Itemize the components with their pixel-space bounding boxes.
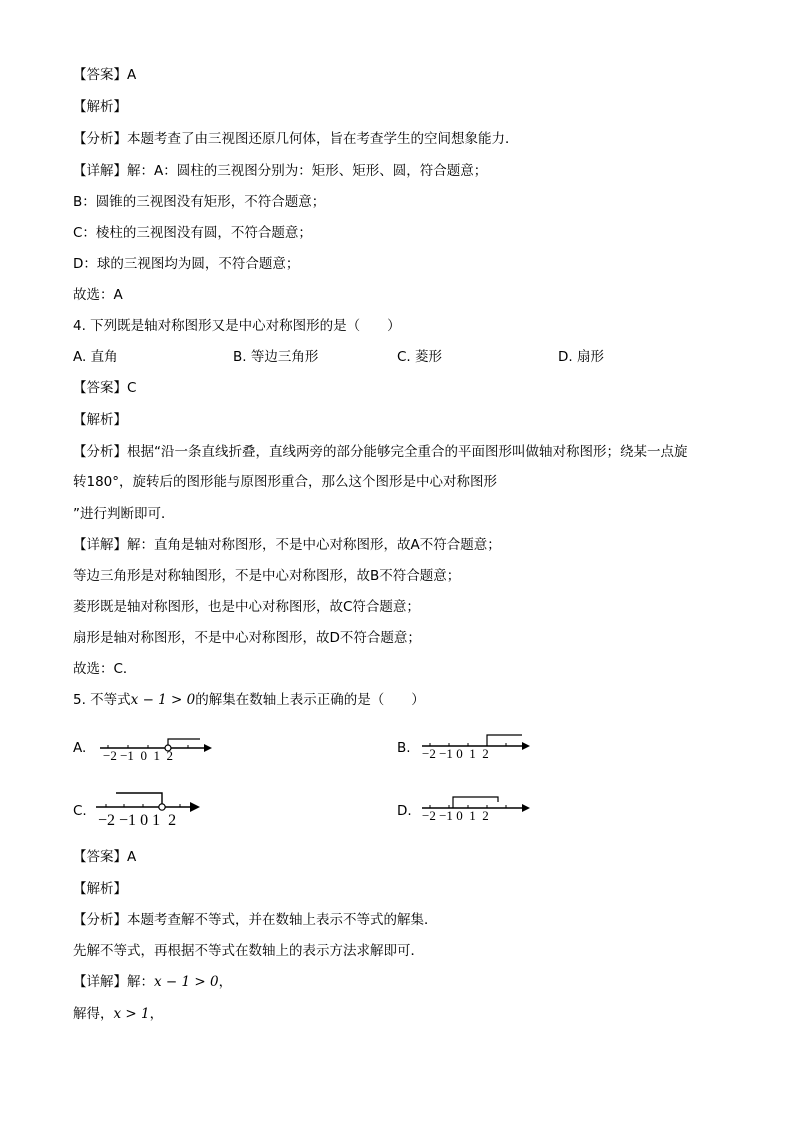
q4-stem: 4. 下列既是轴对称图形又是中心对称图形的是（ ） — [73, 318, 401, 334]
q5-solve-prefix: 解得， — [73, 1006, 114, 1022]
q4-detail-4: 扇形是轴对称图形，不是中心对称图形，故D不符合题意； — [73, 630, 421, 646]
axis-arrow-icon — [522, 742, 530, 750]
q5-detail-math: x − 1 > 0 — [154, 974, 219, 990]
q4-answer: 【答案】C — [73, 380, 137, 396]
tick-label: −1 — [120, 748, 134, 763]
tick-label: −1 — [439, 808, 453, 823]
q3-detail-3: C：棱柱的三视图没有圆，不符合题意； — [73, 225, 312, 241]
solution-bracket — [168, 739, 200, 745]
tick-label: 1 — [469, 808, 476, 823]
q5-option-b-letter: B. — [397, 740, 411, 756]
q4-fenxi-3: ”进行判断即可． — [73, 506, 175, 522]
q5-method: 先解不等式，再根据不等式在数轴上的表示方法求解即可． — [73, 943, 424, 959]
q3-detail-1: 【详解】解：A：圆柱的三视图分别为：矩形、矩形、圆，符合题意； — [73, 163, 488, 179]
solution-bracket — [487, 735, 522, 746]
axis-arrow-icon — [190, 802, 200, 812]
solution-bracket — [453, 797, 498, 808]
q5-stem-suffix: 的解集在数轴上表示正确的是（ ） — [195, 692, 425, 708]
q4-detail-3: 菱形既是轴对称图形，也是中心对称图形，故C符合题意； — [73, 599, 420, 615]
q5-solve-math: x > 1 — [113, 1006, 150, 1022]
q4-fenxi-1: 【分析】根据“沿一条直线折叠，直线两旁的部分能够完全重合的平面图形叫做轴对称图形；绕某一点旋 — [73, 444, 688, 460]
axis-arrow-icon — [522, 804, 530, 812]
q5-a-tick-labels — [103, 748, 173, 764]
q5-option-d-letter: D. — [397, 803, 412, 819]
q4-detail-2: 等边三角形是对称轴图形，不是中心对称图形，故B不符合题意； — [73, 568, 461, 584]
q4-analysis-header: 【解析】 — [73, 412, 127, 428]
q5-analysis-header: 【解析】 — [73, 881, 127, 897]
tick-label: 2 — [168, 812, 177, 829]
q5-stem-prefix: 5. 不等式 — [73, 692, 131, 708]
q5-d-tick-labels — [422, 808, 489, 824]
q5-solve — [73, 1005, 163, 1023]
q4-detail-1: 【详解】解：直角是轴对称图形，不是中心对称图形，故A不符合题意； — [73, 537, 501, 553]
tick-label: 1 — [469, 746, 476, 761]
q4-option-b: B. 等边三角形 — [233, 349, 319, 365]
q5-c-tick-labels — [98, 812, 176, 830]
tick-label: −1 — [439, 746, 453, 761]
tick-label: −2 — [103, 748, 117, 763]
open-circle-marker — [159, 804, 165, 810]
q5-detail-prefix: 【详解】解： — [73, 974, 154, 990]
q5-detail — [73, 973, 232, 991]
q3-answer: 【答案】A — [73, 67, 137, 83]
q5-stem — [73, 691, 425, 709]
q3-choice: 故选：A — [73, 287, 123, 303]
tick-label: 0 — [140, 812, 149, 829]
tick-label: 0 — [456, 808, 463, 823]
q4-option-a: A. 直角 — [73, 349, 118, 365]
q5-b-tick-labels — [422, 746, 489, 762]
tick-label: −2 — [422, 808, 436, 823]
tick-label: 0 — [456, 746, 463, 761]
q5-option-a-letter: A. — [73, 740, 87, 756]
tick-label: 2 — [482, 808, 489, 823]
tick-label: 1 — [153, 748, 160, 763]
q4-choice: 故选：C． — [73, 661, 137, 677]
tick-label: −2 — [98, 812, 116, 829]
q3-fenxi: 【分析】本题考查了由三视图还原几何体，旨在考查学生的空间想象能力． — [73, 131, 519, 147]
q4-option-d: D. 扇形 — [558, 349, 604, 365]
q4-fenxi-2: 转180°，旋转后的图形能与原图形重合，那么这个图形是中心对称图形 — [73, 474, 498, 490]
q5-fenxi: 【分析】本题考查解不等式，并在数轴上表示不等式的解集． — [73, 912, 438, 928]
q3-analysis-header: 【解析】 — [73, 99, 127, 115]
q5-solve-suffix: ， — [149, 1006, 164, 1022]
q5-option-c-letter: C. — [73, 803, 87, 819]
q5-answer: 【答案】A — [73, 849, 137, 865]
tick-label: 2 — [482, 746, 489, 761]
q3-detail-2: B：圆锥的三视图没有矩形，不符合题意； — [73, 194, 326, 210]
axis-arrow-icon — [204, 744, 212, 752]
q4-option-c: C. 菱形 — [397, 349, 443, 365]
q5-detail-suffix: ， — [218, 974, 233, 990]
solution-bracket — [116, 793, 162, 804]
q3-detail-4: D：球的三视图均为圆，不符合题意； — [73, 256, 300, 272]
tick-label: −1 — [119, 812, 137, 829]
tick-label: 1 — [152, 812, 161, 829]
tick-label: 0 — [140, 748, 147, 763]
tick-label: 2 — [166, 748, 173, 763]
tick-label: −2 — [422, 746, 436, 761]
q5-stem-math: x − 1 > 0 — [130, 692, 196, 708]
